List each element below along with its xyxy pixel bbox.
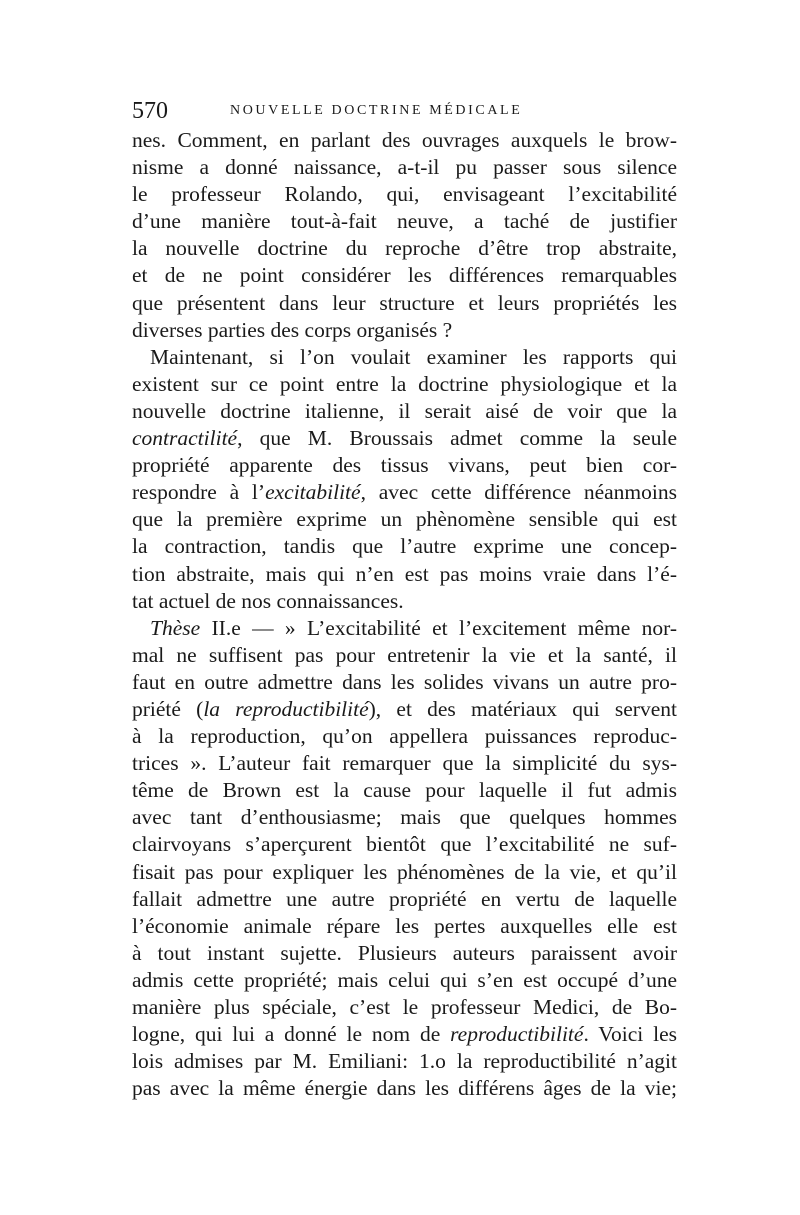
text-line: et de ne point considérer les différences remarquables — [132, 263, 677, 288]
page-header — [132, 98, 677, 124]
text-line: faut en outre admettre dans les solides vivans un autre pro- — [132, 669, 677, 694]
text-line: mal ne suffisent pas pour entretenir la vie et la santé, il — [132, 642, 677, 667]
body-text — [132, 127, 677, 1102]
page-number: 570 — [132, 98, 168, 124]
text-line: nouvelle doctrine italienne, il serait aisé de voir que la — [132, 398, 677, 423]
italic-term: Thèse — [150, 615, 201, 640]
text-line: Maintenant, si l’on voulait examiner les rapports qui — [150, 344, 677, 369]
text-line: que présentent dans leur structure et leurs propriétés les — [132, 290, 677, 315]
text-run: . Voici les — [583, 1022, 677, 1047]
text-line: fisait pas pour expliquer les phénomènes de la vie, et qu’il — [132, 859, 677, 884]
text-line: tême de Brown est la cause pour laquelle il fut admis — [132, 778, 677, 803]
text-line: manière plus spéciale, c’est le professeur Medici, de Bo- — [132, 995, 677, 1019]
text-line: trices ». L’auteur fait remarquer que la simplicité du sys- — [132, 751, 677, 776]
text-line: que la première exprime un phènomène sensible qui est — [132, 507, 677, 532]
text-line: la contraction, tandis que l’autre exprime une concep- — [132, 534, 677, 559]
text-line: propriété apparente des tissus vivans, peut bien cor- — [132, 453, 677, 478]
text-line: admis cette propriété; mais celui qui s’en est occupé d’une — [132, 967, 677, 992]
text-line: à la reproduction, qu’on appellera puissances reproduc- — [132, 724, 677, 749]
text-run: II.e — » L’excitabilité et l’excitement même nor- — [200, 615, 677, 640]
text-line: lois admises par M. Emiliani: 1.o la reproductibilité n’agit — [132, 1049, 677, 1074]
text-run: ), et des matériaux qui servent — [368, 696, 677, 721]
italic-term: la reproductibilité — [203, 696, 369, 721]
text-line: fallait admettre une autre propriété en vertu de laquelle — [132, 886, 677, 911]
text-line: le professeur Rolando, qui, envisageant l’excitabilité — [132, 182, 677, 207]
text-line: existent sur ce point entre la doctrine physiologique et la — [132, 371, 677, 396]
text-run: logne, qui lui a donné le nom de — [132, 1022, 451, 1047]
text-line: à tout instant sujette. Plusieurs auteurs paraissent avoir — [132, 940, 677, 965]
text-line: la nouvelle doctrine du reproche d’être trop abstraite, — [132, 236, 677, 261]
text-run: , que M. Broussais admet comme la seule — [237, 426, 677, 451]
running-title: NOUVELLE DOCTRINE MÉDICALE — [230, 103, 523, 118]
italic-term: contractilité — [132, 426, 238, 451]
italic-term: excitabilité — [265, 480, 361, 505]
text-line: nisme a donné naissance, a-t-il pu passer sous silence — [132, 155, 677, 180]
text-line — [132, 696, 677, 723]
text-line: pas avec la même énergie dans les différens âges de la vie; — [132, 1076, 677, 1101]
text-line — [132, 615, 677, 642]
text-run: respondre à l’ — [132, 480, 266, 505]
text-line — [132, 479, 677, 506]
text-line: d’une manière tout-à-fait neuve, a taché de justifier — [132, 209, 677, 234]
text-line: nes. Comment, en parlant des ouvrages auxquels le brow- — [132, 128, 677, 152]
text-line: tion abstraite, mais qui n’en est pas moins vraie dans l’é- — [132, 561, 677, 586]
text-line — [132, 425, 677, 452]
italic-term: reproductibilité — [450, 1022, 584, 1047]
text-line: l’économie animale répare les pertes auxquelles elle est — [132, 913, 677, 938]
text-run: , avec cette différence néanmoins — [360, 480, 677, 505]
text-line — [132, 1021, 677, 1048]
text-line: diverses parties des corps organisés ? — [132, 317, 453, 342]
text-line: clairvoyans s’aperçurent bientôt que l’excitabilité ne suf- — [132, 832, 677, 857]
text-line: avec tant d’enthousiasme; mais que quelques hommes — [132, 805, 677, 830]
text-line: tat actuel de nos connaissances. — [132, 588, 404, 613]
text-run: priété ( — [132, 696, 204, 721]
